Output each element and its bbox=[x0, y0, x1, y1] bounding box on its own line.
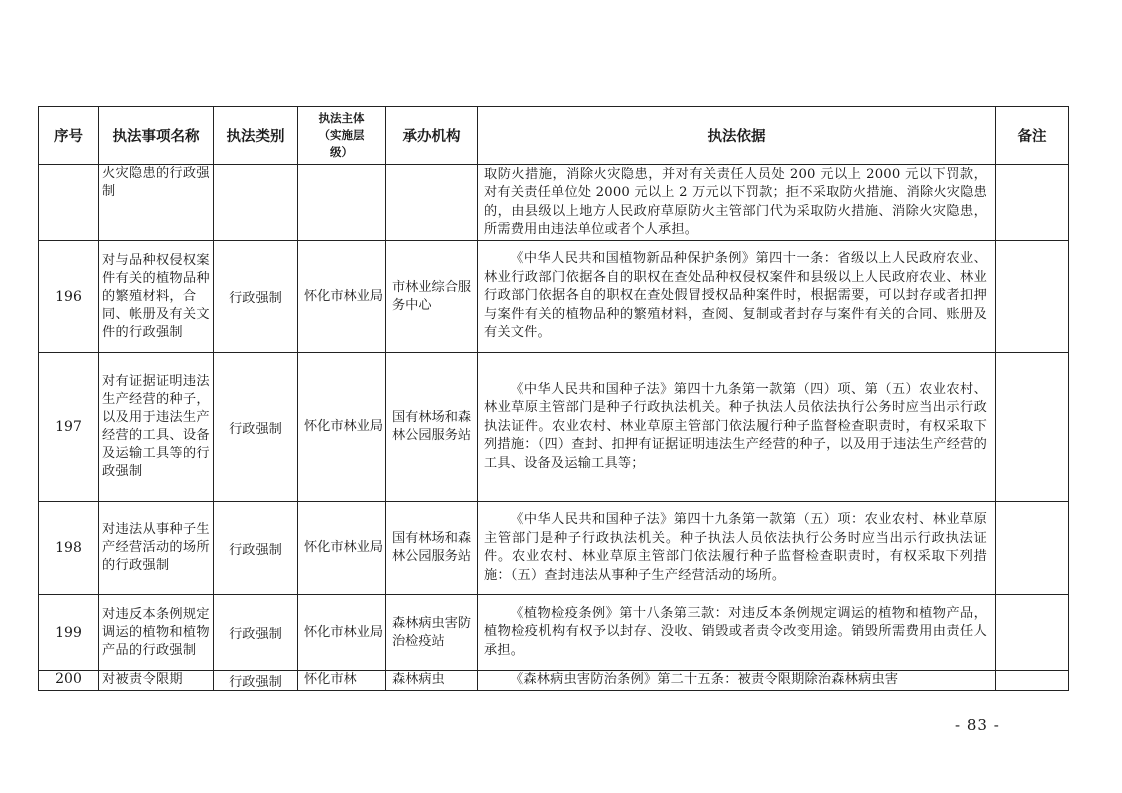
row-seq: 196 bbox=[39, 241, 99, 353]
row-basis-text: 《植物检疫条例》第十八条第三款：对违反本条例规定调运的植物和植物产品，植物检疫机构有权予以封存、没收、销毁或者责令改变用途。销毁所需费用由责任人承担。 bbox=[484, 605, 987, 658]
row-org: 森林病虫 bbox=[386, 671, 478, 691]
row-name: 对被责令限期 bbox=[99, 671, 214, 691]
header-seq: 序号 bbox=[39, 107, 99, 165]
header-org: 承办机构 bbox=[386, 107, 478, 165]
table-row bbox=[39, 241, 1069, 353]
row-basis-text: 《森林病虫害防治条例》第二十五条：被责令限期除治森林病虫害 bbox=[510, 672, 899, 687]
row-basis: 取防火措施，消除火灾隐患，并对有关责任人员处 200 元以上 2000 元以下罚款，对有关责任单位处 2000 元以上 2 万元以下罚款；拒不采取防火措施、消除火灾隐患的，由县级以上地方人民政府草原防火主管部门代为采取防火措施、消除火灾隐患，所需费用由违法单位或者个人承担。 bbox=[478, 165, 996, 241]
row-basis-text: 《中华人民共和国种子法》第四十九条第一款第（四）项、第（五）农业农村、林业草原主管部门是种子行政执法机关。种子执法人员依法执行公务时应当出示行政执法证件。农业农村、林业草原主管部门依法履行种子监督检查职责时，有权采取下列措施：（四）查封、扣押有证据证明违法生产经营的种子，以及用于违法生产经营的工具、设备及运输工具等； bbox=[484, 381, 987, 471]
row-basis-text: 《中华人民共和国植物新品种保护条例》第四十一条：省级以上人民政府农业、林业行政部门依据各自的职权在查处品种权侵权案件和县级以上人民政府农业、林业行政部门依据各自的职权在查处假冒授权品种案件时，根据需要，可以封存或者扣押与案件有关的植物品种的繁殖材料，查阅、复制或者封存与案件有关的合同、账册及有关文件。 bbox=[484, 251, 987, 341]
table-row bbox=[39, 671, 1069, 691]
header-subject bbox=[298, 107, 386, 165]
row-note bbox=[996, 165, 1069, 241]
row-seq: 197 bbox=[39, 353, 99, 502]
row-name: 火灾隐患的行政强制 bbox=[99, 165, 214, 241]
row-note bbox=[996, 353, 1069, 502]
header-basis: 执法依据 bbox=[478, 107, 996, 165]
table-row bbox=[39, 595, 1069, 671]
table-row bbox=[39, 502, 1069, 595]
row-basis bbox=[478, 502, 996, 595]
header-subject-line2: （实施层 bbox=[318, 128, 365, 142]
row-note bbox=[996, 502, 1069, 595]
row-note bbox=[996, 671, 1069, 691]
row-subject: 怀化市林业局 bbox=[298, 241, 386, 353]
row-org bbox=[386, 165, 478, 241]
row-subject: 怀化市林业局 bbox=[298, 353, 386, 502]
row-org: 国有林场和森林公园服务站 bbox=[386, 502, 478, 595]
row-basis bbox=[478, 671, 996, 691]
row-type: 行政强制 bbox=[214, 671, 298, 691]
row-subject: 怀化市林业局 bbox=[298, 595, 386, 671]
header-type: 执法类别 bbox=[214, 107, 298, 165]
header-row bbox=[39, 107, 1069, 165]
row-name: 对与品种权侵权案件有关的植物品种的繁殖材料，合同、帐册及有关文件的行政强制 bbox=[99, 241, 214, 353]
row-name: 对有证据证明违法生产经营的种子，以及用于违法生产经营的工具、设备及运输工具等的行政强制 bbox=[99, 353, 214, 502]
row-type: 行政强制 bbox=[214, 502, 298, 595]
row-basis bbox=[478, 353, 996, 502]
row-seq: 198 bbox=[39, 502, 99, 595]
row-type bbox=[214, 165, 298, 241]
row-subject: 怀化市林 bbox=[298, 671, 386, 691]
row-seq: 200 bbox=[39, 671, 99, 691]
header-subject-line1: 执法主体 bbox=[318, 111, 365, 125]
row-seq: 199 bbox=[39, 595, 99, 671]
row-org: 国有林场和森林公园服务站 bbox=[386, 353, 478, 502]
row-type: 行政强制 bbox=[214, 241, 298, 353]
row-basis bbox=[478, 595, 996, 671]
row-name: 对违反本条例规定调运的植物和植物产品的行政强制 bbox=[99, 595, 214, 671]
row-type: 行政强制 bbox=[214, 595, 298, 671]
header-subject-line3: 级） bbox=[330, 145, 353, 159]
row-note bbox=[996, 595, 1069, 671]
row-org: 市林业综合服务中心 bbox=[386, 241, 478, 353]
row-type: 行政强制 bbox=[214, 353, 298, 502]
row-seq bbox=[39, 165, 99, 241]
row-basis bbox=[478, 241, 996, 353]
page-number: - 83 - bbox=[955, 716, 1000, 734]
row-basis-text: 《中华人民共和国种子法》第四十九条第一款第（五）项：农业农村、林业草原主管部门是种子行政执法机关。种子执法人员依法执行公务时应当出示行政执法证件。农业农村、林业草原主管部门依法履行种子监督检查职责时，有权采取下列措施：（五）查封违法从事种子生产经营活动的场所。 bbox=[484, 512, 987, 583]
enforcement-table bbox=[38, 106, 1069, 691]
table-row bbox=[39, 165, 1069, 241]
row-org: 森林病虫害防治检疫站 bbox=[386, 595, 478, 671]
header-name: 执法事项名称 bbox=[99, 107, 214, 165]
row-subject bbox=[298, 165, 386, 241]
row-note bbox=[996, 241, 1069, 353]
row-subject: 怀化市林业局 bbox=[298, 502, 386, 595]
table-row bbox=[39, 353, 1069, 502]
row-name: 对违法从事种子生产经营活动的场所的行政强制 bbox=[99, 502, 214, 595]
header-note: 备注 bbox=[996, 107, 1069, 165]
